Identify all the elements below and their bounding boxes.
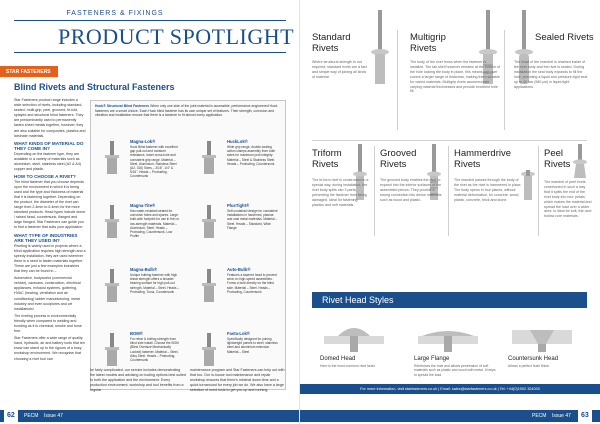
panel-title: Huck® Structural Blind Fasteners <box>95 104 150 108</box>
peel-rivet-image <box>572 144 588 180</box>
product-description: Wide grip range, double-locking action clamps assembly from both sides for maximum joint integrity. Material – Steel & Stainless Steel. Heads – Protruding, Countersunk <box>227 145 276 166</box>
page-title: PRODUCT SPOTLIGHT <box>58 24 295 49</box>
page-footer <box>300 400 600 424</box>
rivet-image <box>193 331 225 371</box>
product-description: Huck Blind fastener with excellent gap pull-out and moisture resistance, lower cross-hole and consistent grip range. Material – Steel, Aluminium, Stainless Steel (A2, 316) Sizes – 3/16", 1/4" & 5/16". Heads – Protruding, Countersunk <box>130 145 178 179</box>
product-name: Magna-Lok® <box>130 139 156 144</box>
head-style-title: Countersunk Head <box>508 356 559 362</box>
head-style-description: Reinforces the hole and allows penetration of soft materials such as plastic and wood with metal. It helps to spread the load. <box>414 364 496 377</box>
issue-number: Issue 47 <box>44 413 63 419</box>
head-style-title: Large Flange <box>414 356 450 362</box>
product-name: PlusTight® <box>227 203 250 208</box>
product-name: HuckLok® <box>227 139 248 144</box>
contact-bar: For more information, visit starfasteners.co.uk | Email: sales@starfasteners.co.uk | Tel: +44(0)1902 324000 <box>300 384 600 394</box>
rivet-type-description: The tri-form rivet is constructed in a special way, during installation, the rivet body splits into 3 parts, preventing the fastener from being damaged. Ideal for fastening plastics and soft materials. <box>312 178 369 207</box>
rivet-image <box>193 139 225 179</box>
divider <box>14 20 286 21</box>
subheading: HOW TO CHOOSE A RIVET? <box>14 174 76 180</box>
hammerdrive-rivet-image <box>520 144 536 204</box>
divider <box>504 30 505 130</box>
product-card <box>191 265 281 325</box>
rivet-type-title: Hammerdrive Rivets <box>454 148 512 170</box>
divider <box>374 146 375 236</box>
rivet-image <box>193 267 225 307</box>
divider <box>397 30 398 130</box>
product-description: Unique bulbing fastener with high shear strength offers a broader bearing surface for high pull-out strength. Material – Steel. Heads – Protruding, Truss, Countersunk <box>130 273 180 294</box>
standard-rivet-image <box>370 10 390 90</box>
section-bar: Rivet Head Styles <box>312 292 587 308</box>
page-number: 63 <box>578 409 592 423</box>
product-description: Specifically designed for joining lightweight panels to steel, stainless steel and aluminium extrusion. Material – Steel <box>227 337 278 354</box>
paragraph: The blind fastener that you choose depends upon the environment in which it is being used and the type and thickness of material that it is fastening together. Depending on the product, the diameter of the rivet can range from 2.4mm to 6.4mm for the more standard products. Head types include dome / raised head, countersunk, flanged and large flanged. Star Fasteners can guide you to find a fastener that suits your application. <box>14 179 86 230</box>
subheading: WHAT TYPE OF INDUSTRIES ARE THEY USED IN? <box>14 232 78 244</box>
magazine-name: PECM <box>532 413 547 419</box>
huck-product-panel <box>90 100 286 390</box>
paragraph: Riveting is widely used in projects where a blind application requires high strength and a speedy installation, they are used wherever there is a need to fasten materials together. These are just a few examples industries that they can be found in – <box>14 243 86 274</box>
rivet-type-description: The head of the mandrel is retained inside of the rivet body and the rivet is sealed. During installation the seal body expands to fill the hole, providing a liquid and pressure-tight seal up to 40 bar (580 psi) in liquid-tight applications. <box>514 60 588 89</box>
paragraph: Star Fasteners product range includes a wide selection of rivets, including standard, sealed, multi-grip, peel, grooved, tri-fold, splayed and structural blind fasteners. They are predominantly used to permanently fasten sheet metals together, however, they are also suitable for composites, plastics and laminate materials. <box>14 98 86 138</box>
panel-intro <box>95 104 281 118</box>
article-column: maintenance program and Star Fasteners can help out with that too. Our in-house tool maintenance and repair workshop ensures that there's minimal down time and a quick turnaround for every job we do. We also have a large selection of used tools to get you up and running. <box>190 368 285 393</box>
issue-number: Issue 47 <box>552 413 571 419</box>
rivet-type-title: Standard Rivets <box>312 32 351 54</box>
product-name: BOM® <box>130 331 143 336</box>
rivet-image <box>96 331 128 371</box>
section-kicker: FASTENERS & FIXINGS <box>66 10 164 17</box>
rivet-type-title: Multigrip Rivets <box>410 32 446 54</box>
large-flange-image <box>418 316 478 352</box>
divider <box>312 140 587 141</box>
article-column <box>14 98 86 398</box>
paragraph: Depending on the fastener type, they are available in a variety of materials such as aluminium, steel, stainless steel (A2 & A4) copper and plastic. <box>14 151 81 172</box>
right-page <box>300 0 600 424</box>
product-description: For rebar & bolting strength from blind side install. Choose the BOM (Blind Oversize Mechanically Locked) fastener. Material – Steel, Alloy Steel. Heads – Protruding, Countersunk <box>130 337 179 363</box>
domed-head-image <box>324 316 384 352</box>
product-card <box>94 265 184 325</box>
rivet-type-title: Peel Rivets <box>544 148 571 170</box>
rivet-type-description: The body of the rivet forms when the fastener is installed. The tail-shell however remains at the bottom of the hole locking the body in place, this means one rivet covers a larger range of thickness, making them suitable for varied materials. Multigrip rivets accommodate varying material thicknesses and provide excellent hole fill. <box>410 60 500 94</box>
head-style-title: Domed Head <box>320 356 356 362</box>
rivet-image <box>96 139 128 179</box>
rivet-type-title: Grooved Rivets <box>380 148 417 170</box>
product-card <box>191 137 281 197</box>
divider <box>538 146 539 236</box>
product-description: Has water-resistant sealed for corrosive holes and spares. Large bulb-side footprint for use in thin or low-strength materials. Material – Aluminium, Steel. Heads – Protruding, Countersunk, Low Profile <box>130 209 180 239</box>
article-column: be fairly complicated, our service includes demonstrating the latest models and advising on tooling options best suited to both the application and the environment. Every production environment, workshop and tool benefits from a regular <box>90 368 186 393</box>
head-style-description: Allows a perfect flush finish. <box>508 364 550 368</box>
brand-badge: STAR FASTENERS <box>0 66 58 77</box>
product-description: Features a tapered head to prevent wear on high-speed assemblies. Forms a bulb directly on the blind side. Material – Steel. Heads – Protruding, Countersunk <box>227 273 277 294</box>
subheading: WHAT KINDS OF MATERIAL DO THEY COME IN? <box>14 140 84 152</box>
product-description: Self-contained design for consistent installations in hardened, plasma and cast metal materials. Material – Steel. Heads – Standard, Wide Flange <box>227 209 278 230</box>
rivet-type-title: Sealed Rivets <box>535 32 594 43</box>
product-card <box>94 201 184 261</box>
rivet-type-description: The grooved body enables the rivet to expand into the interior surfaces of the assembled pieces. They provide a strong connection into dense materials such as wood and plastic. <box>380 178 442 202</box>
rivet-image <box>96 267 128 307</box>
countersunk-head-image <box>512 316 572 352</box>
rivet-type-description: The mandrel passes through the body of the rivet as the rivet is hammered in place. The body opens in four places, without material deformation, for concrete, wood, plastic, concrete, brick and stone. <box>454 178 522 202</box>
paragraph: Star Fasteners offer a wide range of quality hand, hydraulic, air and battery tools that ten know can stand up to the rigours of a busy workshop environment. We recognise that choosing a rivet tool can <box>14 336 85 361</box>
product-card <box>94 137 184 197</box>
paragraph: The riveting process is environmentally friendly when compared to welding and bonding as it is chemical, smoke and fume free. <box>14 313 82 334</box>
rivet-type-description: The mandrel of peel rivets constructed in such a way that it splits the end of the rivet body into four 'petals' which makes the material and spread the load over a wider area. Is ideal for soft, thin and hollow core materials. <box>544 180 592 219</box>
product-name: Auto-Bulb® <box>227 267 251 272</box>
paragraph: Automotive, bodyworks (commercial vehicle), caravans, construction, electrical appliances, exhaust systems, guttering, HVAC (heating, ventilation and air conditioning) ladder manufacturing, metal industry and even sculptures and art installations! <box>14 276 81 311</box>
panel-text: When only one side of the joint material is accessible, performance-engineered Huck fasteners are a smart choice. Each Huck blind fastener has its own unique set of features. Their strength, corrosion and vibration and installation ensure that there is a fastener to fit almost every application. <box>95 104 278 118</box>
product-card <box>191 201 281 261</box>
divider <box>448 146 449 236</box>
product-name: Fasta-Lok® <box>227 331 250 336</box>
rivet-image <box>193 203 225 243</box>
page-number: 62 <box>4 409 18 423</box>
magazine-name: PECM <box>24 413 39 419</box>
rivet-image <box>96 203 128 243</box>
rivet-type-description: Where structural strength is not required, standard rivets are a fast and simple way of joining all kinds of material. <box>312 60 367 79</box>
article-heading: Blind Rivets and Structural Fasteners <box>14 82 175 92</box>
product-name: Magna-Tite® <box>130 203 156 208</box>
divider <box>14 52 286 53</box>
product-name: Magna-Bulb® <box>130 267 158 272</box>
head-style-description: Here is the most common rivet head. <box>320 364 376 368</box>
page-footer <box>0 400 300 424</box>
rivet-type-title: Triform Rivets <box>312 148 342 170</box>
